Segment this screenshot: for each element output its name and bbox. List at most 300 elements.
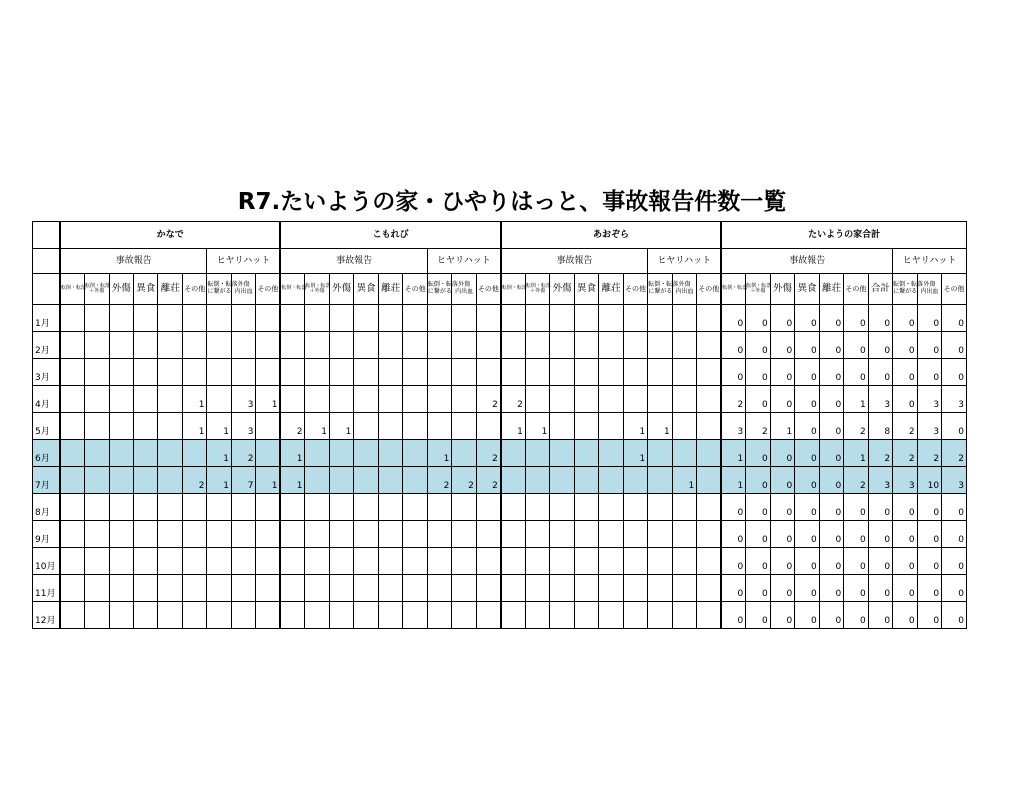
total-value-cell: 0: [893, 494, 917, 521]
total-value-cell: 0: [721, 305, 745, 332]
value-cell: [329, 494, 353, 521]
total-value-cell: 0: [721, 359, 745, 386]
value-cell: [599, 413, 623, 440]
total-value-cell: 0: [819, 386, 843, 413]
total-value-cell: 0: [844, 332, 868, 359]
total-value-cell: 0: [942, 602, 967, 629]
value-cell: [452, 494, 476, 521]
month-label: 11月: [33, 575, 61, 602]
value-cell: 3: [231, 386, 255, 413]
value-cell: [305, 386, 329, 413]
total-value-cell: 0: [721, 521, 745, 548]
month-label: 4月: [33, 386, 61, 413]
column-header-line: 転倒・転落: [61, 285, 87, 292]
value-cell: [550, 494, 574, 521]
report-table: [32, 221, 967, 629]
value-cell: [427, 521, 451, 548]
column-header-line: 転倒・転落: [207, 281, 238, 289]
value-cell: [452, 548, 476, 575]
value-cell: [305, 305, 329, 332]
value-cell: [280, 305, 304, 332]
value-cell: [697, 602, 722, 629]
value-cell: [134, 467, 158, 494]
column-header: [844, 274, 868, 305]
value-cell: [672, 494, 696, 521]
column-header: [868, 274, 892, 305]
value-cell: [574, 494, 598, 521]
value-cell: [354, 413, 378, 440]
month-label: 6月: [33, 440, 61, 467]
value-cell: 1: [525, 413, 549, 440]
value-cell: [574, 359, 598, 386]
total-value-cell: 0: [893, 521, 917, 548]
total-value-cell: 0: [942, 359, 967, 386]
value-cell: [182, 305, 206, 332]
value-cell: [501, 575, 525, 602]
column-header-line: 内出血: [234, 288, 253, 295]
value-cell: [231, 602, 255, 629]
value-cell: [452, 359, 476, 386]
value-cell: 1: [280, 440, 304, 467]
column-header-line: に繋がる: [427, 288, 452, 295]
value-cell: [476, 332, 501, 359]
value-cell: [672, 332, 696, 359]
group-header-accident: 事故報告: [280, 249, 427, 274]
column-header-line: 転倒・転落: [525, 282, 551, 289]
total-value-cell: 0: [844, 602, 868, 629]
value-cell: [134, 305, 158, 332]
column-header: [452, 274, 476, 305]
value-cell: [280, 521, 304, 548]
month-label: 10月: [33, 548, 61, 575]
total-value-cell: 0: [819, 413, 843, 440]
group-header-row: [33, 249, 967, 274]
column-header: [207, 274, 238, 305]
value-cell: [256, 305, 281, 332]
value-cell: [599, 602, 623, 629]
value-cell: [403, 602, 427, 629]
value-cell: [207, 332, 231, 359]
month-label: 8月: [33, 494, 61, 521]
column-header: [574, 274, 598, 305]
total-value-cell: 0: [844, 305, 868, 332]
column-header-line: その他: [477, 284, 499, 293]
month-label: 7月: [33, 467, 61, 494]
value-cell: [476, 575, 501, 602]
column-header: [256, 274, 281, 305]
site-header: たいようの家合計: [721, 222, 966, 249]
value-cell: [599, 305, 623, 332]
value-cell: [501, 521, 525, 548]
value-cell: [329, 548, 353, 575]
value-cell: [329, 332, 353, 359]
total-value-cell: 0: [942, 305, 967, 332]
column-header-line: 離荘: [160, 283, 180, 295]
value-cell: 1: [648, 413, 672, 440]
value-cell: [182, 602, 206, 629]
total-value-cell: 3: [942, 467, 967, 494]
total-value-cell: 0: [917, 521, 941, 548]
value-cell: [403, 521, 427, 548]
value-cell: [85, 494, 109, 521]
column-header-line: 転倒・転落: [427, 281, 458, 289]
column-header: [134, 274, 158, 305]
value-cell: [525, 575, 549, 602]
value-cell: [231, 521, 255, 548]
value-cell: [648, 602, 672, 629]
value-cell: [574, 413, 598, 440]
value-cell: [427, 548, 451, 575]
total-value-cell: 8: [868, 413, 892, 440]
column-header: [942, 274, 967, 305]
value-cell: [648, 305, 672, 332]
value-cell: [85, 440, 109, 467]
column-header: [158, 274, 182, 305]
total-value-cell: 3: [917, 413, 941, 440]
value-cell: [354, 332, 378, 359]
value-cell: [305, 602, 329, 629]
corner-cell: [33, 222, 61, 249]
value-cell: [452, 386, 476, 413]
value-cell: [158, 467, 182, 494]
value-cell: [697, 413, 722, 440]
corner-cell: [33, 274, 61, 305]
value-cell: [550, 332, 574, 359]
value-cell: [354, 575, 378, 602]
column-header-line: その他: [404, 284, 426, 293]
value-cell: [158, 359, 182, 386]
value-cell: 1: [207, 413, 231, 440]
value-cell: 2: [501, 386, 525, 413]
value-cell: [158, 602, 182, 629]
value-cell: [427, 413, 451, 440]
total-value-cell: 2: [746, 413, 770, 440]
value-cell: [550, 467, 574, 494]
group-header-accident: 事故報告: [721, 249, 892, 274]
column-header-line: 離荘: [601, 283, 621, 295]
total-value-cell: 0: [868, 602, 892, 629]
value-cell: 2: [182, 467, 206, 494]
column-header-line: ＋外傷: [530, 288, 546, 294]
group-header-hiyari: ヒヤリハット: [427, 249, 501, 274]
value-cell: [158, 413, 182, 440]
value-cell: [305, 440, 329, 467]
value-cell: [599, 359, 623, 386]
value-cell: [403, 386, 427, 413]
value-cell: [452, 575, 476, 602]
value-cell: [109, 602, 133, 629]
total-value-cell: 0: [770, 359, 794, 386]
value-cell: [231, 332, 255, 359]
total-value-cell: 3: [868, 386, 892, 413]
page-title: R7.たいようの家・ひやりはっと、事故報告件数一覧: [237, 189, 787, 215]
value-cell: [623, 521, 647, 548]
value-cell: [329, 521, 353, 548]
value-cell: 1: [623, 413, 647, 440]
month-label: 2月: [33, 332, 61, 359]
column-header-line: 外傷: [237, 281, 250, 289]
table-row: [33, 494, 967, 521]
column-header-line: その他: [845, 284, 867, 293]
value-cell: [623, 494, 647, 521]
value-cell: 7: [231, 467, 255, 494]
value-cell: [525, 305, 549, 332]
value-cell: [623, 575, 647, 602]
column-header-line: 転倒・転落: [648, 281, 679, 289]
column-header-line: ＋外傷: [750, 288, 766, 294]
value-cell: [60, 305, 84, 332]
value-cell: [280, 332, 304, 359]
total-value-cell: 0: [721, 332, 745, 359]
value-cell: [109, 494, 133, 521]
table-row: [33, 359, 967, 386]
value-cell: [550, 386, 574, 413]
column-header-line: 外傷: [678, 281, 691, 289]
value-cell: [329, 359, 353, 386]
table-row: [33, 386, 967, 413]
value-cell: [599, 386, 623, 413]
column-header-line: 内出血: [455, 288, 474, 295]
total-value-cell: 0: [917, 305, 941, 332]
value-cell: [134, 413, 158, 440]
value-cell: [427, 332, 451, 359]
column-header: [85, 274, 109, 305]
value-cell: 2: [476, 386, 501, 413]
column-header-line: その他: [625, 284, 647, 293]
value-cell: [574, 305, 598, 332]
total-value-cell: 0: [746, 359, 770, 386]
total-value-cell: 0: [868, 548, 892, 575]
column-header: [917, 274, 941, 305]
table-row: [33, 521, 967, 548]
total-value-cell: 0: [819, 359, 843, 386]
total-value-cell: 0: [721, 602, 745, 629]
value-cell: [648, 521, 672, 548]
value-cell: [648, 440, 672, 467]
total-value-cell: 0: [795, 602, 819, 629]
value-cell: [378, 359, 402, 386]
value-cell: [85, 359, 109, 386]
value-cell: [403, 413, 427, 440]
total-value-cell: 0: [795, 359, 819, 386]
total-value-cell: 0: [746, 575, 770, 602]
value-cell: [574, 467, 598, 494]
value-cell: [427, 305, 451, 332]
value-cell: [60, 359, 84, 386]
value-cell: [378, 467, 402, 494]
value-cell: [648, 332, 672, 359]
column-header: [329, 274, 353, 305]
value-cell: [109, 413, 133, 440]
value-cell: [280, 575, 304, 602]
column-header: [697, 274, 722, 305]
value-cell: [60, 413, 84, 440]
value-cell: [525, 494, 549, 521]
value-cell: [672, 359, 696, 386]
total-value-cell: 0: [942, 521, 967, 548]
value-cell: [329, 386, 353, 413]
total-value-cell: 3: [917, 386, 941, 413]
value-cell: [501, 494, 525, 521]
value-cell: [134, 359, 158, 386]
value-cell: [697, 305, 722, 332]
value-cell: [697, 521, 722, 548]
value-cell: [501, 440, 525, 467]
column-header-line: 外傷: [458, 281, 471, 289]
column-header-line: その他: [698, 284, 720, 293]
total-value-cell: 0: [770, 575, 794, 602]
column-header-line: 転倒・転落: [501, 285, 527, 292]
value-cell: [207, 305, 231, 332]
value-cell: [697, 440, 722, 467]
value-cell: [452, 305, 476, 332]
value-cell: [256, 413, 281, 440]
value-cell: [672, 386, 696, 413]
total-value-cell: 0: [770, 467, 794, 494]
value-cell: 2: [476, 440, 501, 467]
value-cell: [109, 440, 133, 467]
value-cell: [60, 386, 84, 413]
total-value-cell: 0: [795, 305, 819, 332]
total-value-cell: 0: [868, 521, 892, 548]
total-value-cell: 0: [868, 359, 892, 386]
value-cell: [60, 467, 84, 494]
value-cell: [452, 602, 476, 629]
value-cell: 2: [427, 467, 451, 494]
value-cell: [231, 359, 255, 386]
value-cell: [476, 521, 501, 548]
value-cell: 2: [231, 440, 255, 467]
value-cell: [574, 440, 598, 467]
total-value-cell: 2: [868, 440, 892, 467]
column-header: [525, 274, 549, 305]
column-header: [550, 274, 574, 305]
value-cell: [231, 548, 255, 575]
value-cell: [280, 386, 304, 413]
group-header-accident: 事故報告: [501, 249, 648, 274]
value-cell: [182, 440, 206, 467]
value-cell: [697, 332, 722, 359]
total-value-cell: 0: [893, 305, 917, 332]
value-cell: [329, 467, 353, 494]
value-cell: [623, 305, 647, 332]
value-cell: [427, 494, 451, 521]
total-value-cell: 0: [770, 440, 794, 467]
value-cell: [354, 521, 378, 548]
total-value-cell: 0: [844, 548, 868, 575]
value-cell: [305, 575, 329, 602]
value-cell: [550, 602, 574, 629]
column-header: [721, 274, 748, 305]
column-header-line: 転倒・転落: [746, 282, 772, 289]
value-cell: [501, 305, 525, 332]
value-cell: [134, 602, 158, 629]
table-row: [33, 440, 967, 467]
value-cell: [329, 440, 353, 467]
column-header: [231, 274, 255, 305]
column-header-line: 内出血: [920, 288, 939, 295]
value-cell: 2: [476, 467, 501, 494]
value-cell: 3: [231, 413, 255, 440]
value-cell: [550, 305, 574, 332]
value-cell: [672, 521, 696, 548]
value-cell: [305, 467, 329, 494]
value-cell: [305, 494, 329, 521]
total-value-cell: 0: [868, 494, 892, 521]
value-cell: [378, 494, 402, 521]
value-cell: [85, 521, 109, 548]
total-value-cell: 0: [770, 305, 794, 332]
value-cell: 1: [329, 413, 353, 440]
total-value-cell: 0: [844, 494, 868, 521]
value-cell: [207, 494, 231, 521]
value-cell: [60, 440, 84, 467]
value-cell: [648, 359, 672, 386]
value-cell: [403, 494, 427, 521]
value-cell: [60, 332, 84, 359]
total-value-cell: 0: [770, 602, 794, 629]
value-cell: [476, 494, 501, 521]
month-label: 5月: [33, 413, 61, 440]
value-cell: [354, 548, 378, 575]
total-value-cell: 0: [942, 413, 967, 440]
total-value-cell: 0: [746, 386, 770, 413]
column-header-line: 異食: [136, 283, 156, 295]
total-value-cell: 2: [844, 467, 868, 494]
value-cell: [329, 602, 353, 629]
total-value-cell: 0: [917, 359, 941, 386]
value-cell: [378, 521, 402, 548]
group-header-hiyari: ヒヤリハット: [648, 249, 722, 274]
value-cell: [109, 521, 133, 548]
value-cell: [403, 359, 427, 386]
total-value-cell: 0: [721, 494, 745, 521]
value-cell: [158, 494, 182, 521]
value-cell: [280, 359, 304, 386]
value-cell: [550, 359, 574, 386]
column-header: [109, 274, 133, 305]
total-value-cell: 2: [917, 440, 941, 467]
site-header: かなで: [60, 222, 280, 249]
month-label: 12月: [33, 602, 61, 629]
value-cell: 1: [501, 413, 525, 440]
total-value-cell: 0: [819, 332, 843, 359]
value-cell: [60, 494, 84, 521]
column-header-line: 転倒・転落: [281, 285, 307, 292]
value-cell: [403, 467, 427, 494]
value-cell: [476, 602, 501, 629]
column-header-line: 外傷: [111, 283, 131, 295]
value-cell: [182, 332, 206, 359]
value-cell: 1: [207, 467, 231, 494]
column-header: [672, 274, 696, 305]
total-value-cell: 3: [942, 386, 967, 413]
column-header-line: ＋外傷: [89, 288, 105, 294]
value-cell: [134, 521, 158, 548]
value-cell: [85, 602, 109, 629]
column-header: [648, 274, 679, 305]
value-cell: [697, 494, 722, 521]
value-cell: [378, 602, 402, 629]
value-cell: [623, 602, 647, 629]
value-cell: [134, 494, 158, 521]
value-cell: [354, 386, 378, 413]
value-cell: [158, 386, 182, 413]
value-cell: [501, 359, 525, 386]
value-cell: [134, 548, 158, 575]
column-header-line: 転倒・転落: [722, 285, 748, 292]
column-header: [623, 274, 647, 305]
